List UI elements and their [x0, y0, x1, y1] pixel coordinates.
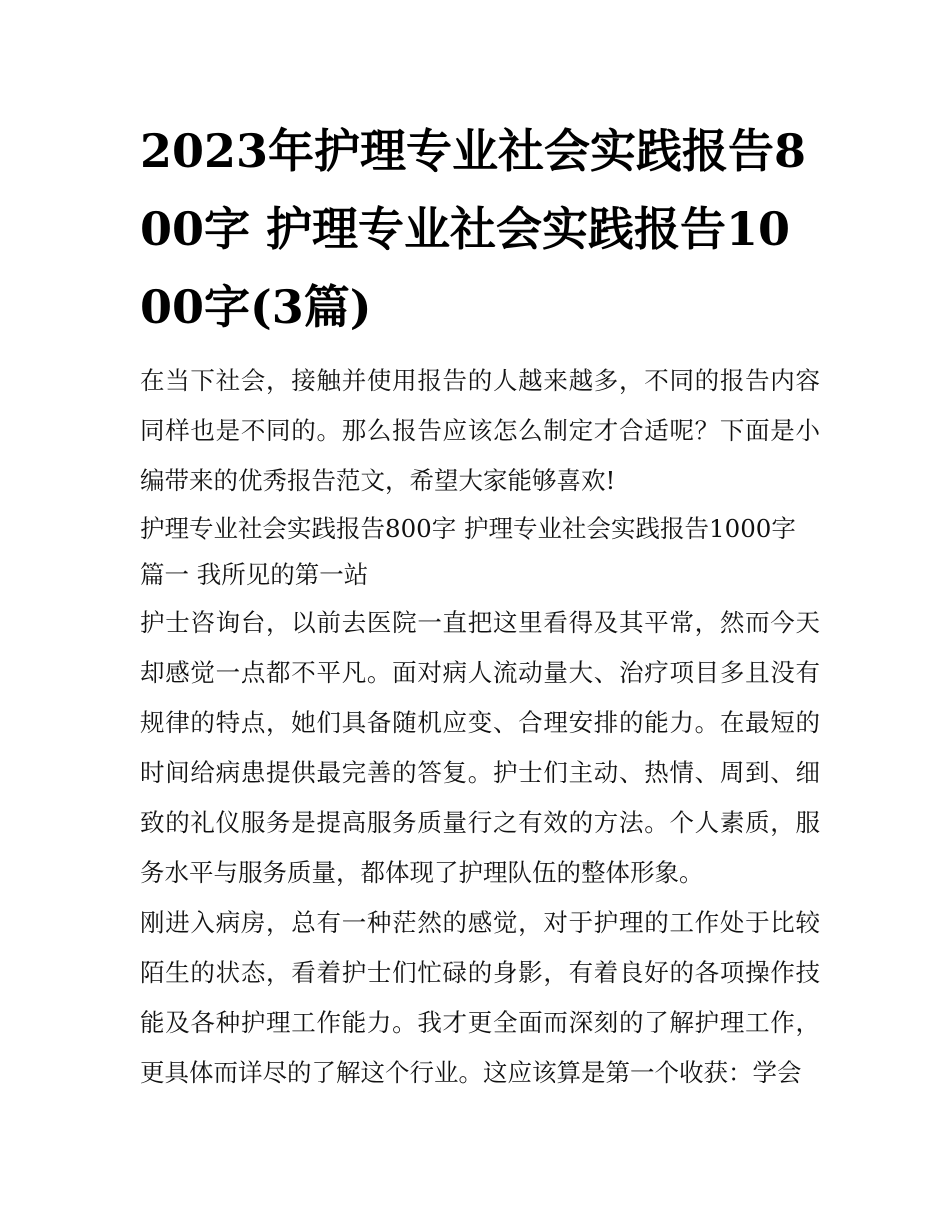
document-page: [140, 112, 820, 1098]
body-paragraph-1: 护士咨询台，以前去医院一直把这里看得及其平常，然而今天却感觉一点都不平凡。面对病人流动量大、治疗项目多且没有规律的特点，她们具备随机应变、合理安排的能力。在最短的时间给病患提供最完善的答复。护士们主动、热情、周到、细致的礼仪服务是提高服务质量行之有效的方法。个人素质，服务水平与服务质量，都体现了护理队伍的整体形象。: [140, 608, 820, 887]
intro-paragraph: 在当下社会，接触并使用报告的人越来越多，不同的报告内容同样也是不同的。那么报告应该怎么制定才合适呢？下面是小编带来的优秀报告范文，希望大家能够喜欢!: [140, 366, 820, 495]
body-paragraph-2: 刚进入病房，总有一种茫然的感觉，对于护理的工作处于比较陌生的状态，看着护士们忙碌的身影，有着良好的各项操作技能及各种护理工作能力。我才更全面而深刻的了解护理工作，更具体而详尽的了解这个行业。这应该算是第一个收获：学会: [140, 908, 820, 1087]
subtitle-line: 护理专业社会实践报告800字 护理专业社会实践报告1000字: [140, 514, 796, 543]
document-title: 2023年护理专业社会实践报告800字 护理专业社会实践报告1000字(3篇): [140, 124, 807, 334]
document-body: [140, 356, 820, 1098]
section-heading: 篇一 我所见的第一站: [140, 560, 369, 589]
